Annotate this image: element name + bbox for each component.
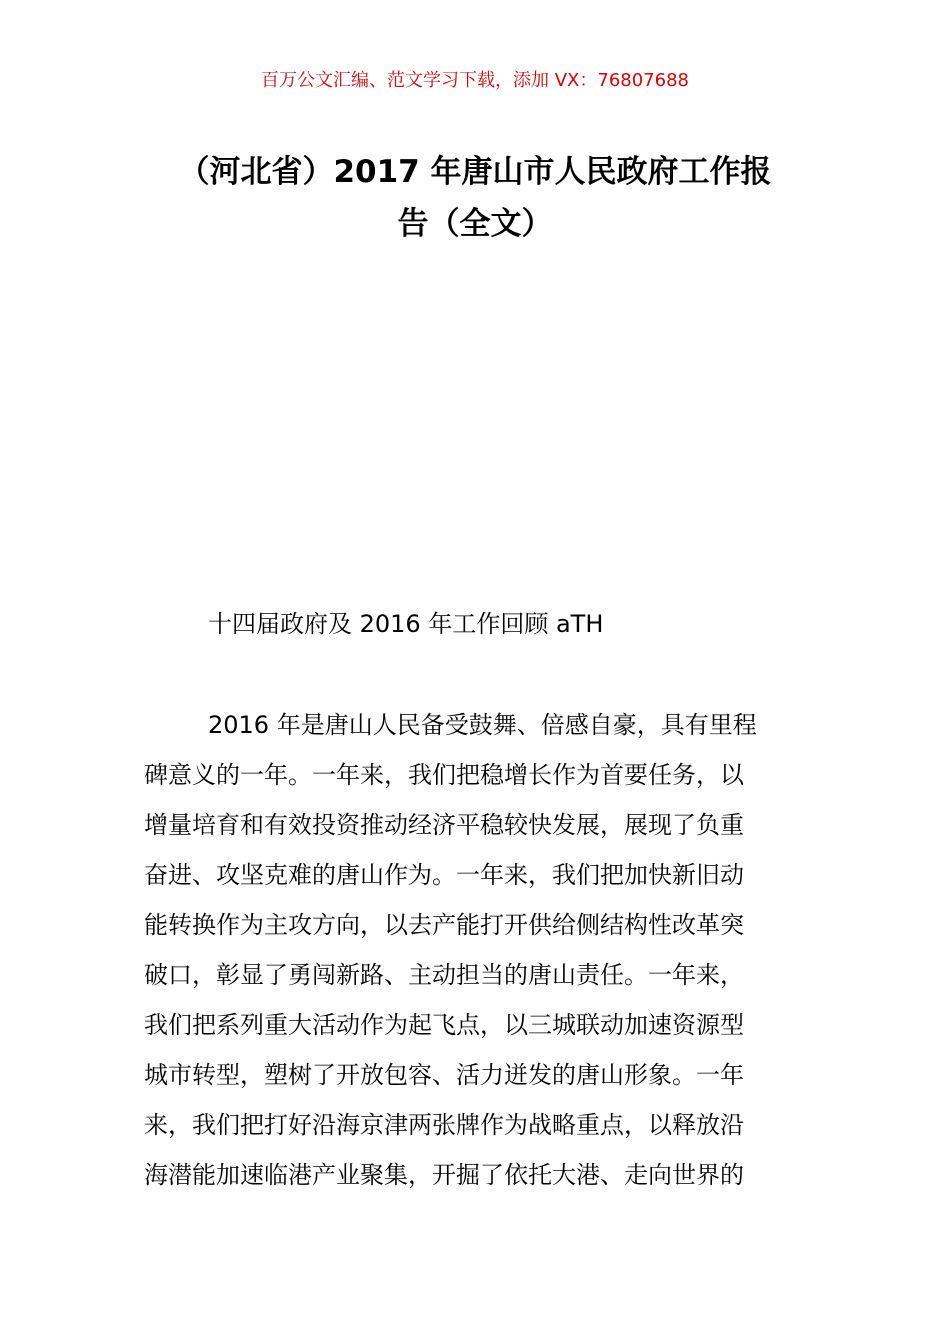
paragraph-line: 我们把系列重大活动作为起飞点，以三城联动加速资源型 bbox=[144, 1011, 744, 1039]
document-title bbox=[140, 146, 810, 250]
header-note: 百万公文汇编、范文学习下载，添加 VX：76807688 bbox=[261, 70, 689, 91]
paragraph-line: 能转换作为主攻方向，以去产能打开供给侧结构性改革突 bbox=[144, 911, 744, 939]
title-line-2: 告（全文） bbox=[397, 206, 553, 242]
paragraph-line: 增量培育和有效投资推动经济平稳较快发展，展现了负重 bbox=[144, 811, 744, 839]
paragraph-line: 城市转型，塑树了开放包容、活力迸发的唐山形象。一年 bbox=[144, 1061, 744, 1089]
paragraph-line: 破口，彰显了勇闯新路、主动担当的唐山责任。一年来， bbox=[144, 961, 744, 989]
body-paragraph bbox=[144, 700, 806, 1200]
paragraph-line: 奋进、攻坚克难的唐山作为。一年来，我们把加快新旧动 bbox=[144, 861, 744, 889]
section-heading: 十四届政府及 2016 年工作回顾 aTH bbox=[208, 610, 604, 638]
paragraph-line: 2016 年是唐山人民备受鼓舞、倍感自豪，具有里程 bbox=[208, 711, 757, 739]
paragraph-line: 来，我们把打好沿海京津两张牌作为战略重点，以释放沿 bbox=[144, 1111, 744, 1139]
paragraph-line: 碑意义的一年。一年来，我们把稳增长作为首要任务，以 bbox=[144, 761, 744, 789]
paragraph-line: 海潜能加速临港产业聚集，开掘了依托大港、走向世界的 bbox=[144, 1161, 744, 1189]
title-line-1: （河北省）2017 年唐山市人民政府工作报 bbox=[178, 154, 772, 190]
